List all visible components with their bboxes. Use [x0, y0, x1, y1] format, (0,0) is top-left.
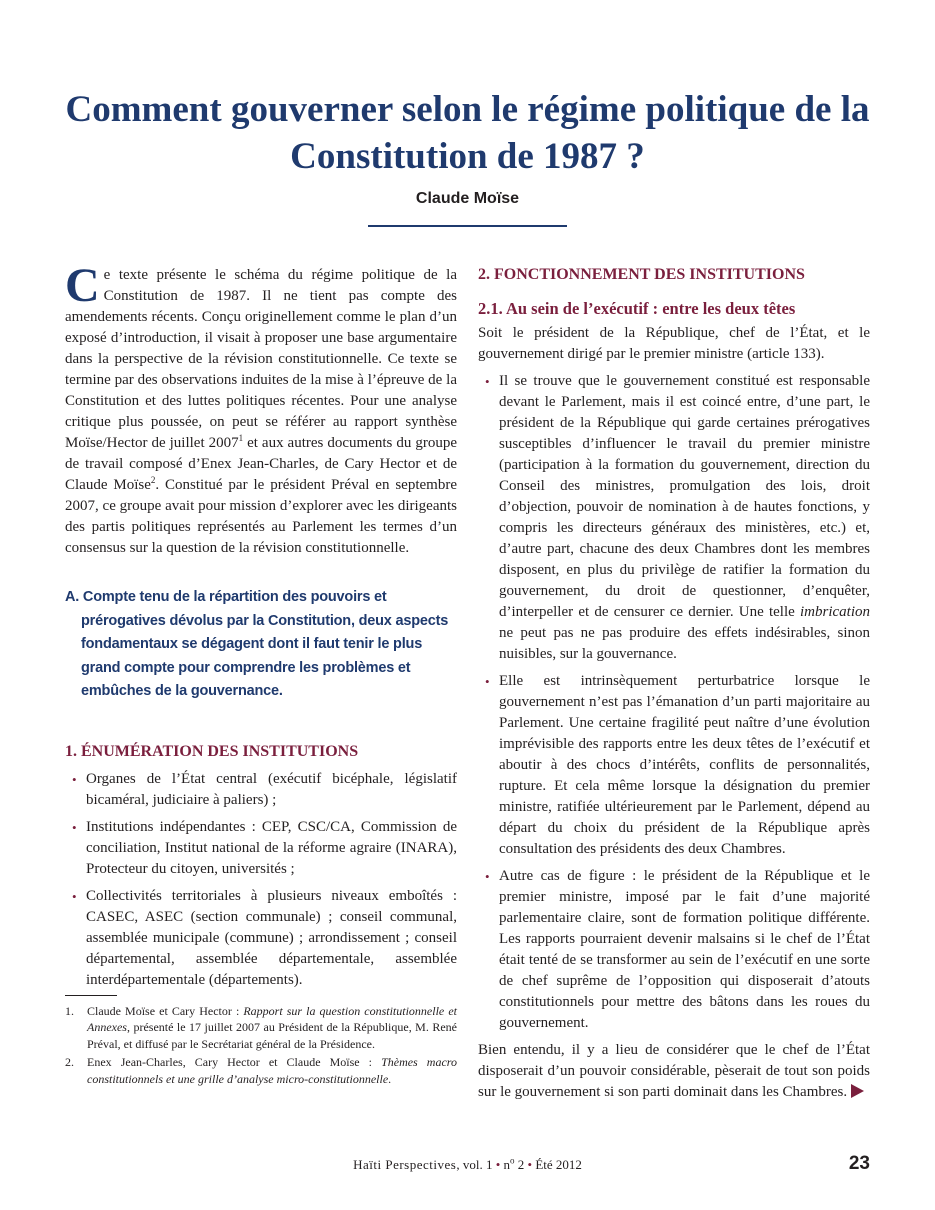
bullet-icon: • — [485, 674, 490, 689]
subsection-2-1-heading: 2.1. Au sein de l’exécutif : entre les deux têtes — [478, 299, 796, 318]
bullet-icon: • — [485, 869, 490, 884]
footnote-title: Rapport sur la question constitutionnelle et Annexes — [87, 1004, 457, 1035]
list-item-text: Collectivités territoriales à plusieurs niveaux emboîtés : CASEC, ASEC (section communale) ; conseil communal, assemblée municipale (commune) ; arrondissement ; conseil départemental, assemblée départementale, assemblée interdépartementale (départements). — [86, 887, 457, 988]
drop-cap: C — [65, 259, 100, 312]
list-item — [478, 866, 870, 1034]
number-superscript: o — [510, 1155, 515, 1166]
publication-name: Haïti Perspectives — [353, 1157, 457, 1172]
page-number: 23 — [848, 1153, 870, 1174]
list-item — [478, 671, 870, 860]
footnote-text: Claude Moïse et Cary Hector : — [87, 1004, 244, 1018]
list-item-text: Organes de l’État central (exécutif bicéphale, législatif bicaméral, judiciaire à paliers) ; — [86, 770, 457, 808]
institutions-list — [65, 769, 457, 991]
list-item — [65, 817, 457, 880]
list-item — [478, 371, 870, 665]
footnote-text: . — [388, 1071, 392, 1086]
list-item-text: Institutions indépendantes : CEP, CSC/CA, Commission de conciliation, Institut national de la réforme agraire (INARA), Protecteur du citoyen, universités ; — [86, 818, 457, 877]
bullet-icon: • — [485, 374, 490, 389]
end-of-article-icon — [851, 1084, 864, 1098]
list-item-text: Elle est intrinsèquement perturbatrice lorsque le gouvernement n’est pas l’émanation d’un parti majoritaire au Parlement. Une certaine fragilité peut naître d’une évolution imprévisible des rapports entre les deux têtes de l’exécutif et aboutir à des chocs d’intérêts, conflits de personnalités, rupture. Et cela même lorsque la désignation du premier ministre, ratifiée ultérieurement par le Parlement, dépend au départ du choix du président de la République après consultation des présidents des deux Chambres. — [499, 673, 870, 857]
footnote-ref-1[interactable]: 1 — [238, 433, 244, 443]
list-item-text: Il se trouve que le gouvernement constitué est responsable devant le Parlement, mais il est coincé entre, d’une part, le président de la République qui garde certaines prérogatives susceptibles d’influencer le travail du premier ministre (participation à la formation du gouvernement, direction du Conseil des ministres, promulgation des lois, droit d’objection, pouvoir de nomination à de hautes fonctions, y compris les directeurs généraux des ministères, etc.) et, d’autre part, chacune des deux Chambres dont les membres disposent, en plus du privilège de ratifier la formation du gouvernement, du droit de questionner, d’enquêter, d’interpeller et de censurer ce dernier. Une telle — [499, 373, 870, 620]
left-column — [65, 259, 457, 991]
list-item — [65, 886, 457, 991]
highlight-point-a: A. Compte tenu de la répartition des pouvoirs et prérogatives dévolus par la Constitution, deux aspects fondamentaux se dégagent dont il faut tenir le plus grand compte pour comprendre les problèmes et embûches de la gouvernance. — [65, 589, 449, 699]
article-author: Claude Moïse — [415, 190, 520, 207]
footnote-2 — [65, 1054, 457, 1087]
separator-bullet-icon: • — [495, 1157, 501, 1172]
section-1-heading: 1. ÉNUMÉRATION DES INSTITUTIONS — [65, 742, 359, 760]
intro-text-3: . Constitué par le président Préval en septembre 2007, ce groupe avait pour mission d’explorer avec les dirigeants des partis politiques représentés au Parlement les termes d’un consensus sur la question de la révision constitutionnelle. — [65, 477, 457, 556]
footnote-text: , présenté le 17 juillet 2007 au Président de la République, M. René Préval, et diffusé par le Secrétariat général de la Présidence. — [87, 1020, 457, 1051]
footnote-number: 2. — [65, 1055, 74, 1070]
intro-paragraph — [65, 259, 457, 559]
footnote-divider — [65, 995, 117, 996]
footnote-1 — [65, 1003, 457, 1052]
article-title: Comment gouverner selon le régime politique de la Constitution de 1987 ? — [65, 89, 870, 177]
right-column — [478, 265, 870, 1103]
bullet-icon: • — [72, 771, 77, 787]
number-text: n — [500, 1157, 511, 1172]
intro-text-1: e texte présente le schéma du régime politique de la Constitution de 1987. Il ne tient pas compte des amendements récents. Conçu originellement comme le plan d’un exposé d’introduction, il visait à proposer une base argumentaire dans la perspective de la révision constitutionnelle. Ce texte se termine par des observations induites de la mise à l’épreuve de la Constitution et des luttes politiques récentes. Pour une analyse critique plus poussée, on peut se référer au rapport synthèse Moïse/Hector de juillet 2007 — [65, 267, 457, 451]
footnotes — [65, 1003, 457, 1089]
author-underline — [368, 225, 567, 227]
section-2-heading: 2. FONCTIONNEMENT DES INSTITUTIONS — [478, 266, 805, 283]
list-item — [65, 769, 457, 811]
separator-bullet-icon: • — [527, 1157, 533, 1172]
footnote-number: 1. — [65, 1004, 74, 1018]
volume-text: , vol. 1 — [456, 1157, 496, 1172]
page-footer — [0, 1157, 935, 1173]
list-item-text: ne peut pas ne pas produire des effets indésirables, sinon nuisibles, sur la gouvernance. — [499, 625, 870, 662]
footnote-ref-2[interactable]: 2 — [150, 475, 156, 485]
emphasis-text: imbrication — [800, 604, 870, 620]
closing-paragraph — [478, 1040, 870, 1103]
footnote-text: Enex Jean-Charles, Cary Hector et Claude Moïse : — [87, 1055, 382, 1070]
list-item-text: Autre cas de figure : le président de la République et le premier ministre, imposé par le fait d’une majorité parlementaire claire, sont de formation politique différente. Les rapports pourraient devenir malsains si le chef de l’État était tenté de se transformer au sein de l’exécutif en une sorte de chef suprême de l’opposition qui disposerait d’atouts constitutionnels pour mettre des bâtons dans les roues du gouvernement. — [499, 868, 870, 1031]
closing-text: Bien entendu, il y a lieu de considérer que le chef de l’État disposerait d’un pouvoir considérable, pèserait de tout son poids sur le gouvernement si son parti dominait dans les Chambres. — [478, 1042, 870, 1100]
footnote-title: Thèmes macro constitutionnels et une grille d’analyse micro-constitutionnelle — [87, 1055, 457, 1086]
season-text: Été 2012 — [532, 1157, 582, 1172]
section-2-intro: Soit le président de la République, chef de l’État, et le gouvernement dirigé par le premier ministre (article 133). — [478, 325, 870, 362]
bullet-icon: • — [72, 888, 77, 904]
executive-list — [478, 371, 870, 1034]
bullet-icon: • — [72, 819, 77, 835]
intro-text-2: et aux autres documents du groupe de travail composé d’Enex Jean-Charles, de Cary Hector et de Claude Moïse — [65, 435, 457, 493]
number-value: 2 — [514, 1157, 528, 1172]
